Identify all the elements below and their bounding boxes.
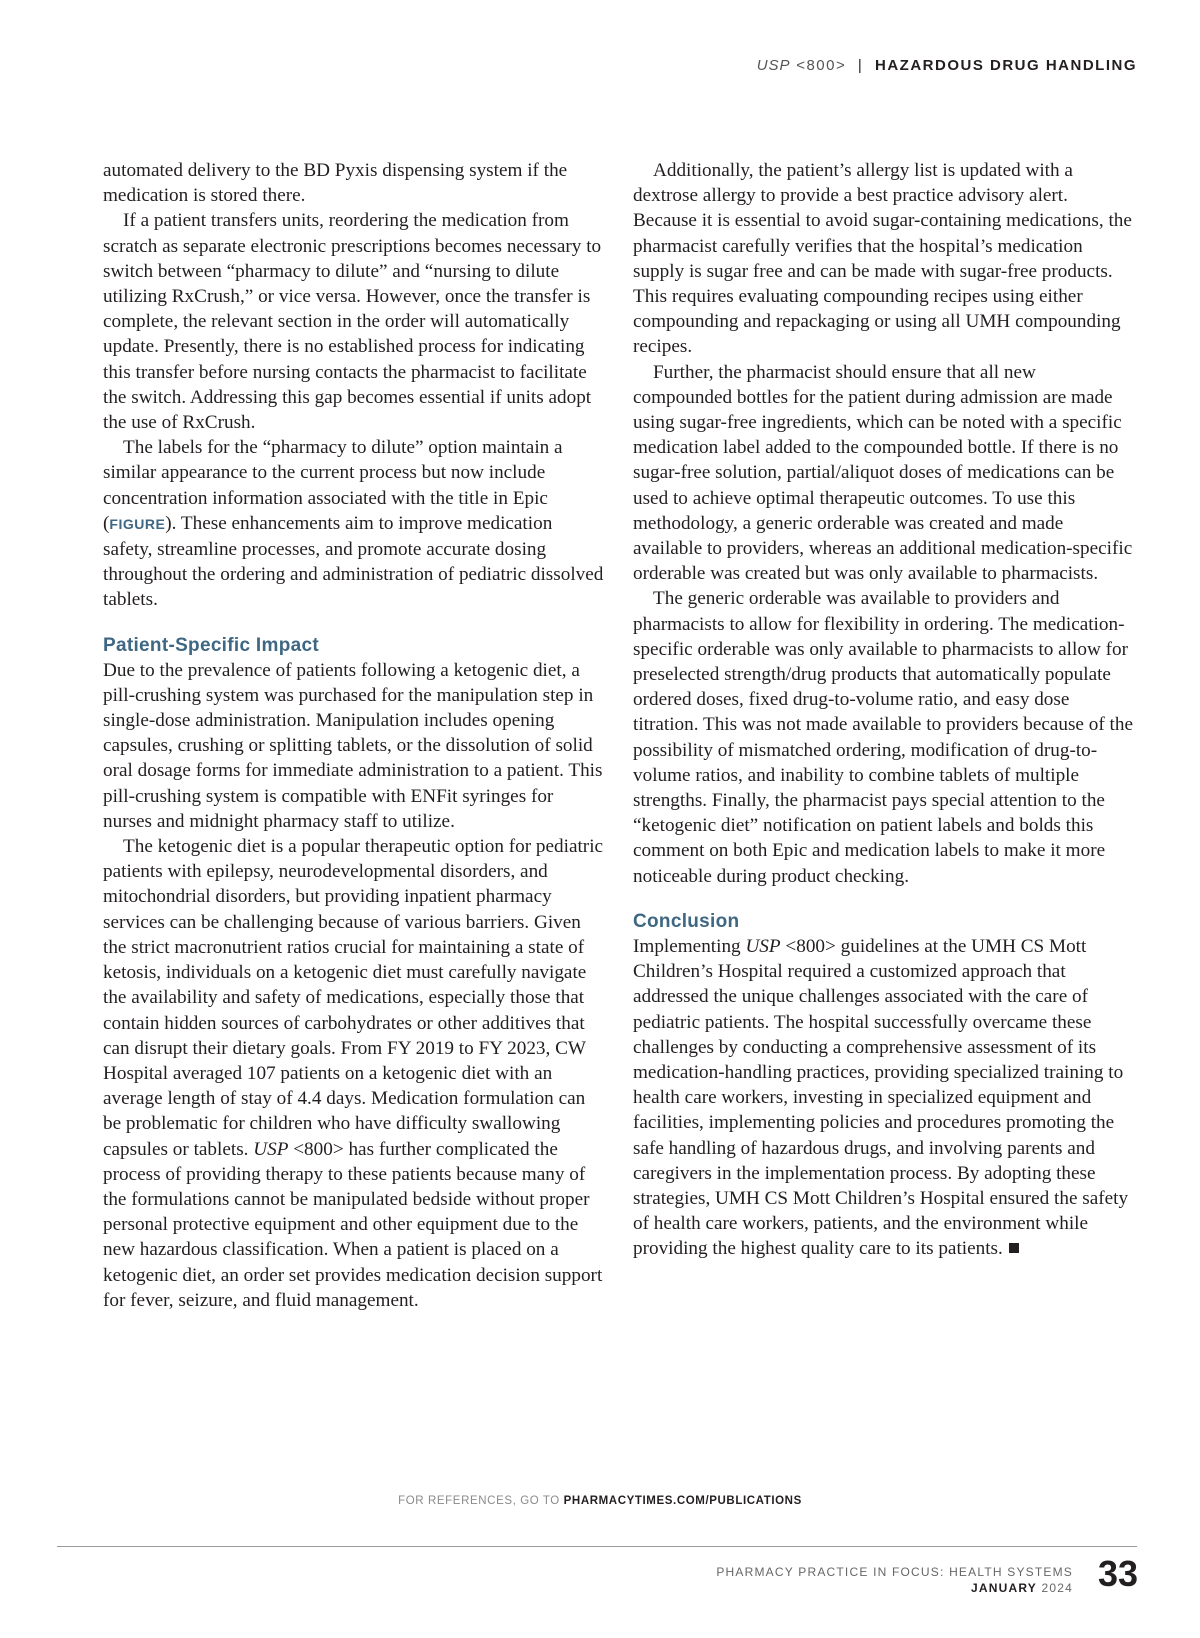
running-header <box>757 57 1137 74</box>
end-of-article-icon <box>1009 1243 1019 1253</box>
footer-publication <box>716 1564 1073 1596</box>
publication-title: PHARMACY PRACTICE IN FOCUS: HEALTH SYSTEMS <box>716 1565 1073 1579</box>
paragraph: The ketogenic diet is a popular therapeutic option for pediatric patients with epilepsy, neurodevelopmental disorders, and mitochondrial disorders, but providing inpatient pharmacy services can be challenging because of various barriers. Given the strict macronutrient ratios crucial for maintaining a state of ketosis, individuals on a ketogenic diet must carefully navigate the availability and safety of medications, especially those that contain hidden sources of carbohydrates or other additives that can disrupt their dietary goals. From FY 2019 to FY 2023, CW Hospital averaged 107 patients on a ketogenic diet with an average length of stay of 4.4 days. Medication formulation can be problematic for children who have difficulty swallowing capsules or tablets. USP <800> has further complicated the process of providing therapy to these patients because many of the formulations cannot be manipulated bedside without proper personal protective equipment and other equipment due to the new hazardous classification. When a patient is placed on a ketogenic diet, an order set provides medication decision support for fever, seizure, and fluid management. <box>103 836 604 1311</box>
footer-divider <box>57 1546 1137 1547</box>
paragraph: If a patient transfers units, reordering the medication from scratch as separate electronic prescriptions becomes necessary to switch between “pharmacy to dilute” and “nursing to dilute utilizing RxCrush,” or vice versa. However, once the transfer is complete, the relevant section in the order will automatically update. Presently, there is no established process for indicating this transfer before nursing contacts the pharmacist to facilitate the switch. Addressing this gap becomes essential if units adopt the use of RxCrush. <box>103 210 602 434</box>
paragraph: automated delivery to the BD Pyxis dispensing system if the medication is stored there. <box>103 160 568 207</box>
paragraph: Due to the prevalence of patients following a ketogenic diet, a pill-crushing system was purchased for the manipulation step in single-dose administration. Manipulation includes opening capsules, crushing or splitting tablets, or the dissolution of solid oral dosage forms for immediate administration to a patient. This pill-crushing system is compatible with ENFit syringes for nurses and midnight pharmacy staff to utilize. <box>103 659 603 832</box>
paragraph: Implementing USP <800> guidelines at the UMH CS Mott Children’s Hospital required a customized approach that addressed the unique challenges associated with the care of pediatric patients. The hospital successfully overcame these challenges by conducting a comprehensive assessment of its medication-handling practices, providing specialized training to health care workers, investing in specialized equipment and facilities, implementing policies and procedures promoting the safe handling of hazardous drugs, and involving parents and caregivers in the implementation process. By adopting these strategies, UMH CS Mott Children’s Hospital ensured the safety of health care workers, patients, and the environment while providing the highest quality care to its patients. <box>633 935 1129 1260</box>
figure-reference: FIGURE <box>109 515 166 532</box>
header-usp: USP <800> <box>756 57 847 74</box>
references-note: FOR REFERENCES, GO TO PHARMACYTIMES.COM/PUBLICATIONS <box>398 1495 802 1507</box>
paragraph: The generic orderable was available to providers and pharmacists to allow for flexibility in ordering. The medication-specific orderable was only available to pharmacists to allow for preselected strength/drug products that automatically populate ordered doses, fixed drug-to-volume ratio, and easy dose titration. This was not made available to providers because of the possibility of mismatched ordering, modification of drug-to-volume ratios, and inability to combine tablets of multiple strengths. Finally, the pharmacist pays special attention to the “ketogenic diet” notification on patient labels and bolds this comment on both Epic and medication labels to make it more noticeable during product checking. <box>633 588 1133 887</box>
page-number: 33 <box>1097 1553 1138 1594</box>
paragraph: The labels for the “pharmacy to dilute” option maintain a similar appearance to the current process but now include concentration information associated with the title in Epic (FIGURE). These enhancements aim to improve medication safety, streamline processes, and promote accurate dosing throughout the ordering and administration of pediatric dissolved tablets. <box>103 437 604 611</box>
right-column <box>633 158 1136 1262</box>
section-heading: Conclusion <box>633 910 740 932</box>
issue-date: JANUARY 2024 <box>970 1581 1073 1595</box>
section-heading: Patient-Specific Impact <box>103 634 319 656</box>
header-section-title: HAZARDOUS DRUG HANDLING <box>875 57 1137 74</box>
header-separator: | <box>857 57 864 74</box>
paragraph: Additionally, the patient’s allergy list is updated with a dextrose allergy to provide a best practice advisory alert. Because it is essential to avoid sugar-containing medications, the pharmacist carefully verifies that the hospital’s medication supply is sugar free and can be made with sugar-free products. This requires evaluating compounding recipes using either compounding and repackaging or using all UMH compounding recipes. <box>633 160 1132 358</box>
left-column <box>103 158 605 1313</box>
paragraph: Further, the pharmacist should ensure that all new compounded bottles for the patient during admission are made using sugar-free ingredients, which can be noted with a specific medication label added to the compounded bottle. If there is no sugar-free solution, partial/aliquot doses of medications can be used to achieve optimal therapeutic outcomes. To use this methodology, a generic orderable was created and made available to providers, whereas an additional medication-specific orderable was created but was only available to pharmacists. <box>633 361 1133 585</box>
references-link[interactable]: PHARMACYTIMES.COM/PUBLICATIONS <box>563 1495 802 1507</box>
